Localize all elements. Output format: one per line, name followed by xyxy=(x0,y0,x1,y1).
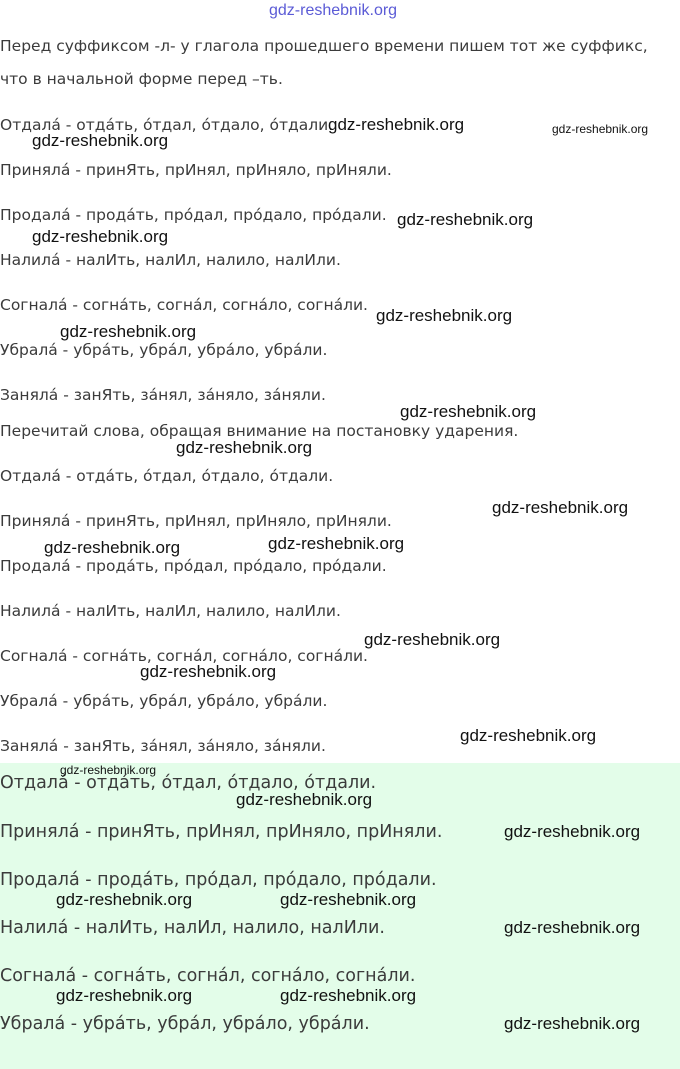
watermark: gdz-reshebnik.org xyxy=(364,630,501,649)
watermark: gdz-reshebnik.org xyxy=(268,534,405,553)
watermark: gdz-reshebnik.org xyxy=(504,918,641,937)
watermark: gdz-reshebnik.org xyxy=(32,227,169,246)
watermark: gdz-reshebnik.org xyxy=(492,498,629,517)
watermark: gdz-reshebnik.org xyxy=(460,726,597,745)
word-line: Согналá - согнáть, согнáл, согнáло, согнáли. xyxy=(0,296,368,314)
watermark: gdz-reshebnik.org xyxy=(280,986,417,1005)
word-line: Отдалá - отдáть, óтдал, óтдало, óтдали. xyxy=(0,116,334,134)
instruction-text: Перечитай слова, обращая внимание на постановку ударения. xyxy=(0,422,519,440)
watermark: gdz-reshebnik.org xyxy=(60,322,197,341)
word-line: Налилá - налИть, налИл, налило, налИли. xyxy=(0,602,341,620)
rule-text-line1: Перед суффиксом -л- у глагола прошедшего времени пишем тот же суффикс, xyxy=(0,37,648,55)
word-line: Убралá - убрáть, убрáл, убрáло, убрáли. xyxy=(0,692,328,710)
watermark: gdz-reshebnik.org xyxy=(236,790,373,809)
word-line: Продалá - продáть, прóдал, прóдало, прóдали. xyxy=(0,870,437,890)
watermark: gdz-reshebnik.org xyxy=(400,402,537,421)
word-line: Занялá - занЯть, зáнял, зáняло, зáняли. xyxy=(0,386,326,404)
watermark: gdz-reshebnik.org xyxy=(328,115,465,134)
watermark: gdz-reshebnik.org xyxy=(376,306,513,325)
word-line: Принялá - принЯть, прИнял, прИняло, прИняли. xyxy=(0,822,443,842)
word-line: Убралá - убрáть, убрáл, убрáло, убрáли. xyxy=(0,341,328,359)
word-line: Занялá - занЯть, зáнял, зáняло, зáняли. xyxy=(0,737,326,755)
word-line: Отдалá - отдáть, óтдал, óтдало, óтдали. xyxy=(0,467,334,485)
watermark: gdz-reshebnik.org xyxy=(397,210,534,229)
watermark: gdz-reshebnik.org xyxy=(44,538,181,557)
word-line: Налилá - налИть, налИл, налило, налИли. xyxy=(0,918,385,938)
word-line: Налилá - налИть, налИл, налило, налИли. xyxy=(0,251,341,269)
watermark: gdz-reshebnik.org xyxy=(552,122,649,136)
word-line: Продалá - продáть, прóдал, прóдало, прóдали. xyxy=(0,206,387,224)
word-line: Согналá - согнáть, согнáл, согнáло, согнáли. xyxy=(0,647,368,665)
watermark: gdz-reshebnik.org xyxy=(56,986,193,1005)
watermark: gdz-reshebnik.org xyxy=(56,890,193,909)
watermark: gdz-reshebnik.org xyxy=(60,763,157,777)
word-line: Согналá - согнáть, согнáл, согнáло, согнáли. xyxy=(0,966,416,986)
watermark: gdz-reshebnik.org xyxy=(504,1014,641,1033)
watermark: gdz-reshebnik.org xyxy=(280,890,417,909)
rule-text-line2: что в начальной форме перед –ть. xyxy=(0,70,283,88)
watermark: gdz-reshebnik.org xyxy=(140,662,277,681)
watermark: gdz-reshebnik.org xyxy=(176,438,313,457)
word-line: Принялá - принЯть, прИнял, прИняло, прИняли. xyxy=(0,161,392,179)
word-line: Убралá - убрáть, убрáл, убрáло, убрáли. xyxy=(0,1014,370,1034)
word-line: Продалá - продáть, прóдал, прóдало, прóдали. xyxy=(0,557,387,575)
watermark: gdz-reshebnik.org xyxy=(32,131,169,150)
watermark: gdz-reshebnik.org xyxy=(504,822,641,841)
word-line: Принялá - принЯть, прИнял, прИняло, прИняли. xyxy=(0,512,392,530)
site-header[interactable]: gdz-reshebnik.org xyxy=(269,2,398,19)
word-line: Отдалá - отдáть, óтдал, óтдало, óтдали. xyxy=(0,773,377,793)
